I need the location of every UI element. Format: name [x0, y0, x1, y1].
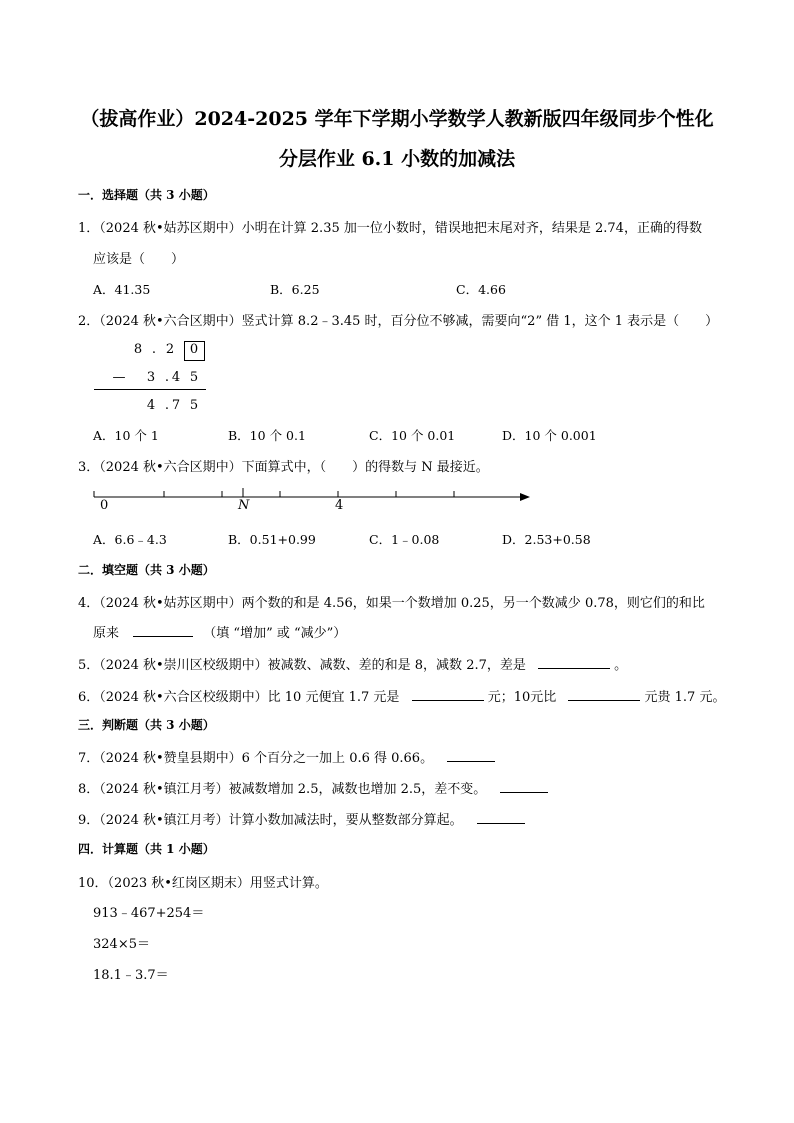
- number-line-ticks: [94, 491, 454, 497]
- question-9: [78, 809, 525, 828]
- question-10: 10．（2023 秋•红岗区期末）用竖式计算。: [78, 876, 328, 891]
- q1-option-c: C．4.66: [456, 282, 506, 297]
- q4-suffix: （填 “增加” 或 “减少”）: [203, 626, 347, 641]
- number-line-label-n: N: [238, 498, 250, 513]
- section-heading-fill: 二．填空题（共 3 小题）: [78, 563, 215, 577]
- q7-text: 7．（2024 秋•赞皇县期中）6 个百分之一加上 0.6 得 0.66。: [78, 751, 434, 766]
- question-7: [78, 747, 495, 766]
- number-line: [90, 484, 540, 520]
- calc-digit: 3: [146, 370, 156, 385]
- calc-digit: 5: [189, 398, 199, 413]
- calc-digit: .: [164, 370, 170, 385]
- answer-blank[interactable]: [477, 810, 525, 824]
- answer-blank[interactable]: [500, 779, 548, 793]
- q9-text: 9．（2024 秋•镇江月考）计算小数加减法时，要从整数部分算起。: [78, 813, 463, 828]
- question-2: 2．（2024 秋•六合区期中）竖式计算 8.2﹣3.45 时，百分位不够减，需要向“2” 借 1，这个 1 表示是（ ）: [78, 314, 719, 329]
- q3-option-a: A．6.6﹣4.3: [93, 532, 167, 547]
- calc-expression-3: 18.1﹣3.7＝: [93, 968, 169, 983]
- question-6: [78, 686, 725, 705]
- answer-blank[interactable]: [133, 623, 193, 637]
- q3-option-d: D．2.53+0.58: [502, 532, 591, 547]
- question-1-cont: 应该是（ ）: [93, 252, 185, 267]
- calc-digit: 0: [189, 342, 199, 357]
- q2-option-b: B．10 个 0.1: [228, 428, 306, 443]
- q6-text: 6．（2024 秋•六合区校级期中）比 10 元便宜 1.7 元是: [78, 690, 400, 705]
- calc-expression-1: 913﹣467+254＝: [93, 906, 205, 921]
- q1-option-b: B．6.25: [270, 282, 320, 297]
- calc-digit: 2: [165, 342, 175, 357]
- calc-digit: 7: [171, 398, 181, 413]
- answer-blank[interactable]: [412, 687, 484, 701]
- answer-blank[interactable]: [447, 748, 495, 762]
- q3-option-c: C．1﹣0.08: [369, 532, 440, 547]
- question-4: 4．（2024 秋•姑苏区期中）两个数的和是 4.56，如果一个数增加 0.25，另一个数减少 0.78，则它们的和比: [78, 596, 705, 611]
- section-heading-choice: 一．选择题（共 3 小题）: [78, 188, 215, 202]
- question-1: 1．（2024 秋•姑苏区期中）小明在计算 2.35 加一位小数时，错误地把末尾对齐，结果是 2.74，正确的得数: [78, 221, 702, 236]
- arrow-head-icon: [520, 493, 530, 501]
- q2-option-d: D．10 个 0.001: [502, 428, 597, 443]
- q5-end: 。: [614, 658, 628, 673]
- answer-blank[interactable]: [538, 655, 610, 669]
- minus-sign: —: [112, 370, 126, 385]
- question-8: [78, 778, 548, 797]
- calc-digit: 5: [189, 370, 199, 385]
- q1-option-a: A．41.35: [93, 282, 151, 297]
- q2-option-a: A．10 个 1: [93, 428, 159, 443]
- number-line-label-four: 4: [335, 498, 344, 513]
- q8-text: 8．（2024 秋•镇江月考）被减数增加 2.5，减数也增加 2.5，差不变。: [78, 782, 487, 797]
- calc-line: [94, 389, 206, 390]
- q5-text: 5．（2024 秋•崇川区校级期中）被减数、减数、差的和是 8，减数 2.7，差是: [78, 658, 526, 673]
- calc-digit: 4: [146, 398, 156, 413]
- calc-digit: .: [151, 342, 157, 357]
- q6-end: 元贵 1.7 元。: [644, 690, 726, 705]
- section-heading-judge: 三．判断题（共 3 小题）: [78, 718, 215, 732]
- section-heading-calc: 四．计算题（共 1 小题）: [78, 842, 215, 856]
- calc-digit: 8: [133, 342, 143, 357]
- page-title: （拔高作业）2024-2025 学年下学期小学数学人教新版四年级同步个性化: [80, 108, 714, 130]
- q2-option-c: C．10 个 0.01: [369, 428, 456, 443]
- page-subtitle: 分层作业 6.1 小数的加减法: [278, 148, 516, 170]
- question-5: [78, 654, 627, 673]
- q3-option-b: B．0.51+0.99: [228, 532, 316, 547]
- q4-prefix: 原来: [93, 626, 120, 641]
- calc-digit: .: [164, 398, 170, 413]
- answer-blank[interactable]: [568, 687, 640, 701]
- calc-digit: 4: [171, 370, 181, 385]
- calc-expression-2: 324×5＝: [93, 937, 150, 952]
- question-3: 3．（2024 秋•六合区期中）下面算式中，（ ）的得数与 N 最接近。: [78, 460, 489, 475]
- question-4-cont: [93, 622, 346, 641]
- q6-mid: 元；10元比: [487, 690, 557, 705]
- number-line-label-zero: 0: [100, 498, 109, 513]
